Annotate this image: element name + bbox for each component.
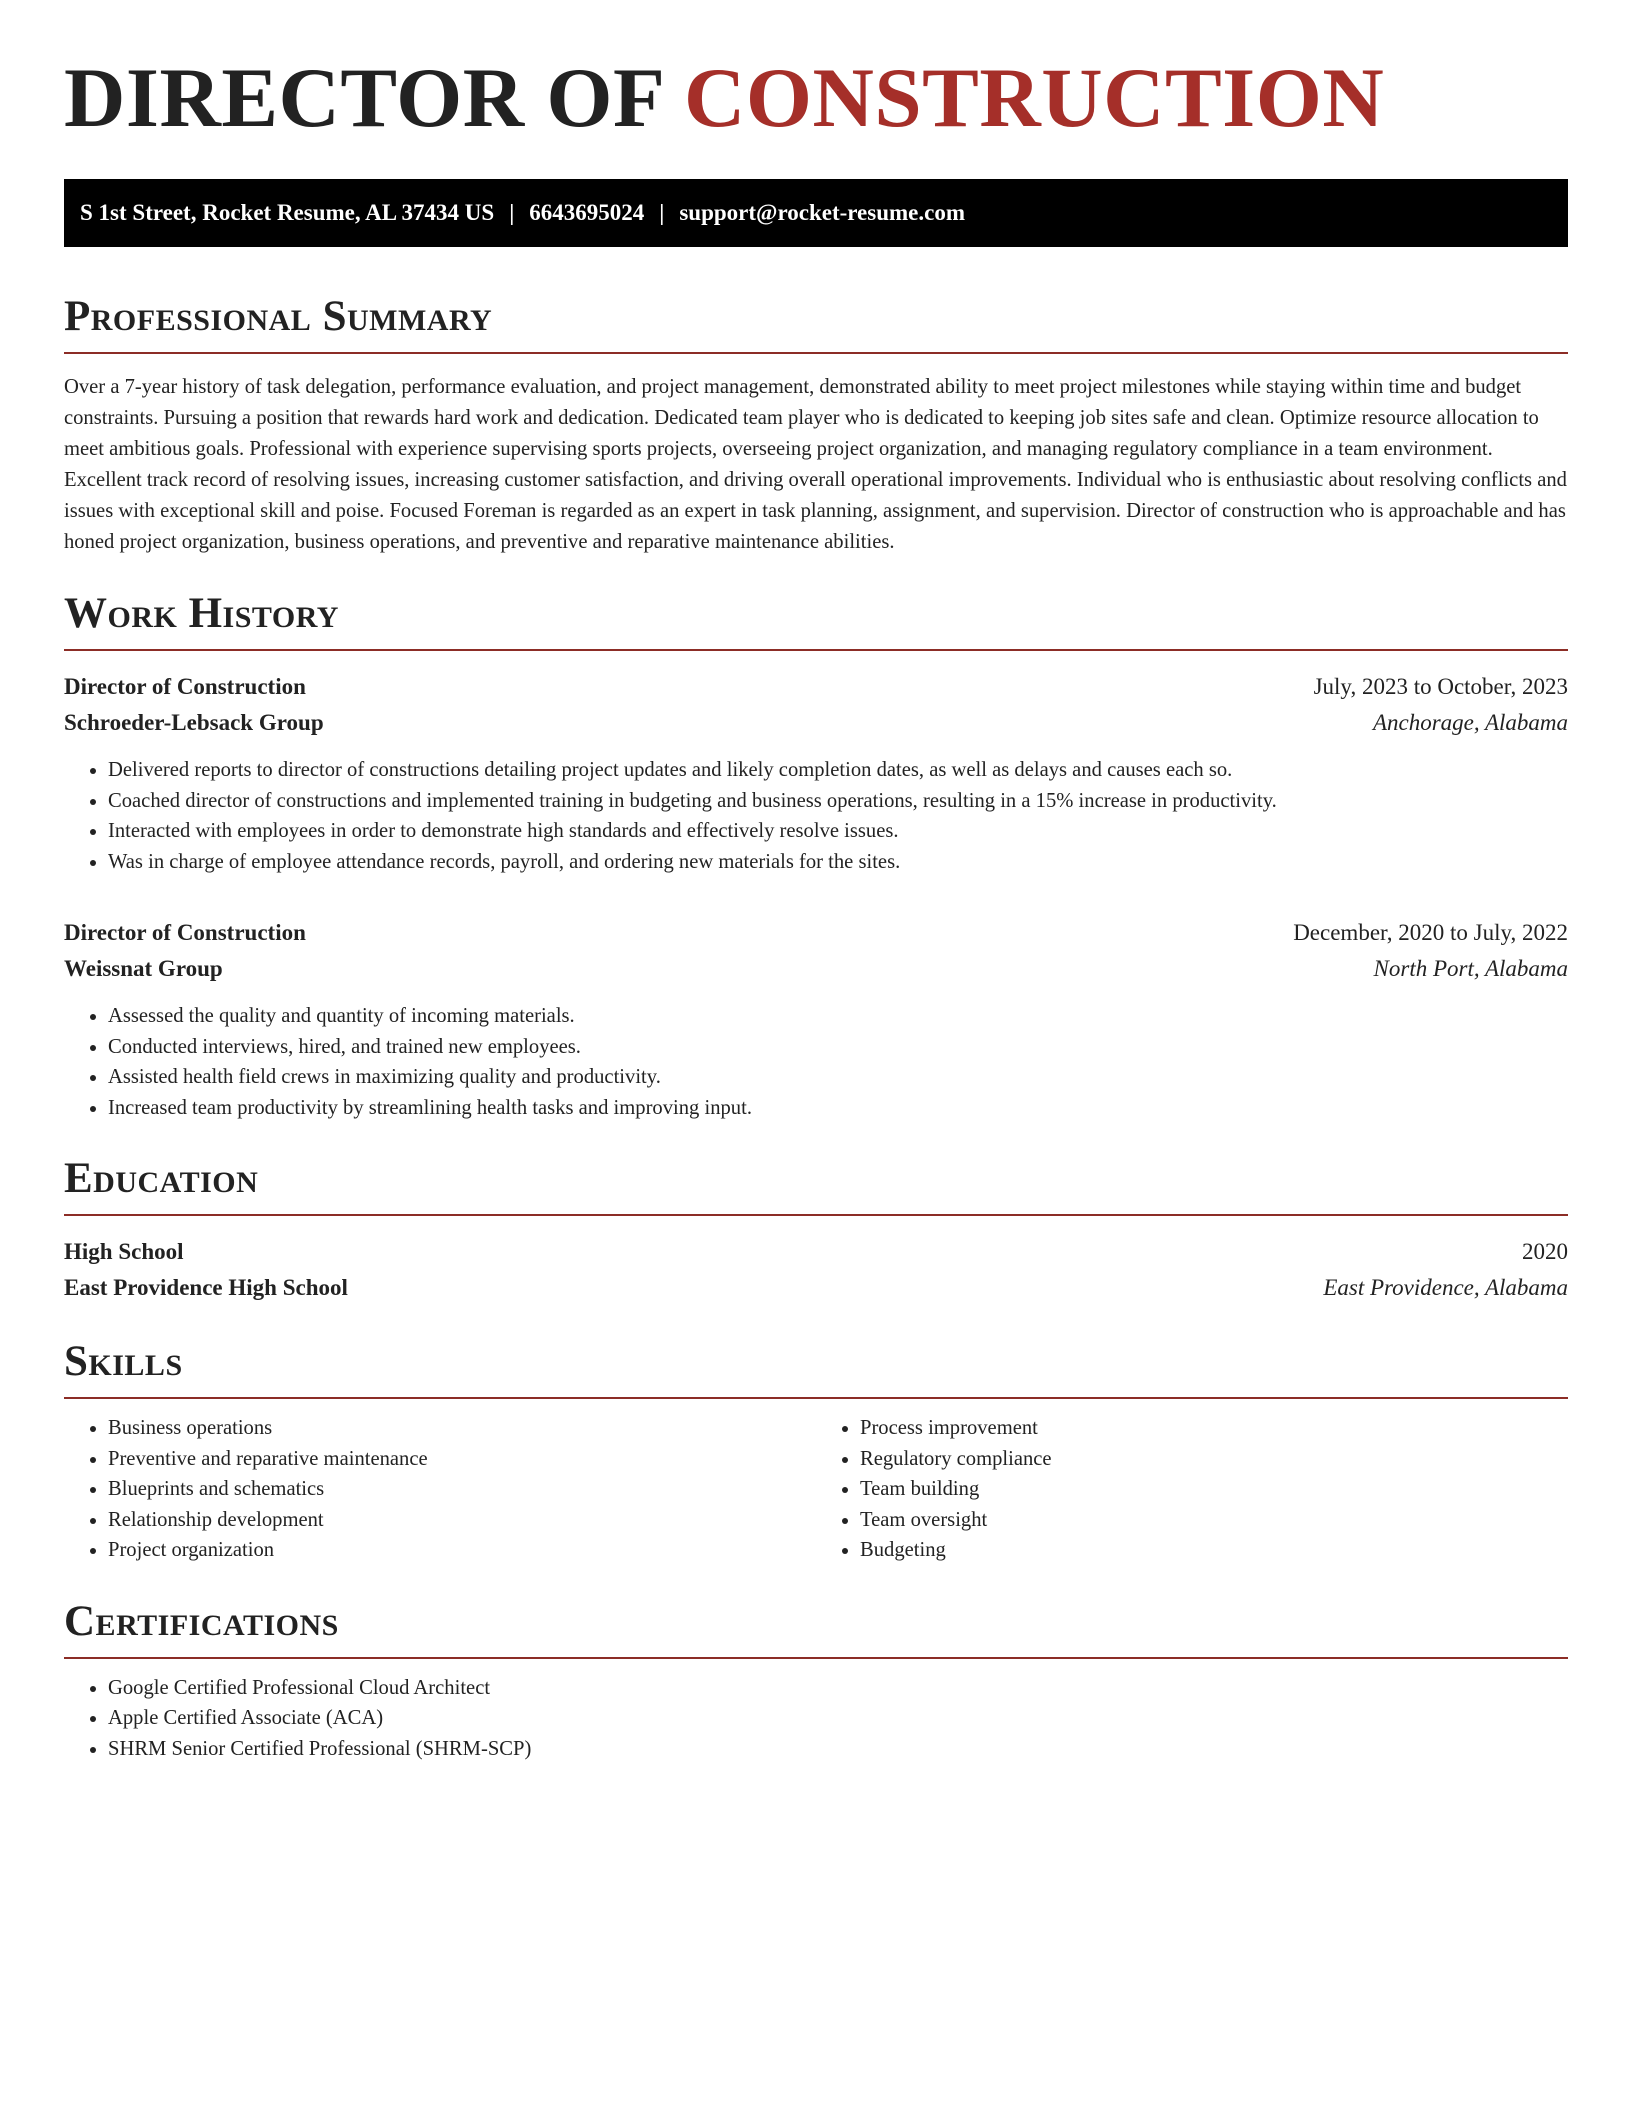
job-title: Director of Construction [64,920,306,945]
certifications-list [64,1673,1568,1765]
title-accent: CONSTRUCTION [683,51,1385,145]
certifications-section [64,1597,1568,1765]
job-bullets [64,755,1568,877]
contact-separator: | [659,200,665,225]
list-item: • Process improvement [860,1413,1568,1444]
list-item: • Was in charge of employee attendance records, payroll, and ordering new materials for the sites. [108,847,1568,878]
contact-email: support@rocket-resume.com [679,200,965,225]
list-item: • Business operations [108,1413,816,1444]
job-subheader [64,951,1568,987]
list-item: • Regulatory compliance [860,1444,1568,1475]
job-location: North Port, Alabama [1373,956,1568,981]
summary-text: Over a 7-year history of task delegation, performance evaluation, and project management, demonstrated ability to meet project milestones while staying within time and budget constraints. Pursuing a position that rewards hard work and dedication. Dedicated team player who is dedicated to keeping job sites safe and clean. Optimize resource allocation to meet ambitious goals. Professional with experience supervising sports projects, overseeing project organization, and managing regulatory compliance in a team environment. Excellent track record of resolving issues, increasing customer satisfaction, and driving overall operational improvements. Individual who is enthusiastic about resolving conflicts and issues with exceptional skill and poise. Focused Foreman is regarded as an expert in task planning, assignment, and supervision. Director of construction who is approachable and has honed project organization, business operations, and preventive and reparative maintenance abilities. [64,376,1567,553]
list-item: • Coached director of constructions and implemented training in budgeting and business operations, resulting in a 15% increase in productivity. [108,786,1568,817]
job-subheader [64,705,1568,741]
title-prefix: DIRECTOR OF [64,51,663,145]
education-header [64,1234,1568,1270]
summary-heading: Professional Summary [64,295,1568,354]
list-item: • Assessed the quality and quantity of incoming materials. [108,1001,1568,1032]
job-title: Director of Construction [64,674,306,699]
work-history-section [64,592,1568,1123]
education-heading: Education [64,1157,1568,1216]
skills-right-list [816,1413,1568,1566]
skills-section [64,1340,1568,1566]
job-dates: December, 2020 to July, 2022 [1293,920,1568,945]
education-year: 2020 [1522,1239,1568,1264]
list-item: • Google Certified Professional Cloud Architect [108,1673,1568,1704]
education-entry [64,1234,1568,1306]
summary-section [64,295,1568,558]
list-item: • Interacted with employees in order to demonstrate high standards and effectively resolve issues. [108,816,1568,847]
list-item: • Conducted interviews, hired, and trained new employees. [108,1032,1568,1063]
skills-left-list [64,1413,816,1566]
contact-address: S 1st Street, Rocket Resume, AL 37434 US [80,200,495,225]
education-school: East Providence High School [64,1275,348,1300]
education-location: East Providence, Alabama [1323,1275,1568,1300]
job-header [64,915,1568,951]
contact-phone: 6643695024 [529,200,645,225]
job-dates: July, 2023 to October, 2023 [1313,674,1568,699]
job-company: Weissnat Group [64,956,223,981]
work-history-heading: Work History [64,592,1568,651]
education-degree: High School [64,1239,184,1264]
job-location: Anchorage, Alabama [1372,710,1568,735]
list-item: • Project organization [108,1535,816,1566]
list-item: • Assisted health field crews in maximizing quality and productivity. [108,1062,1568,1093]
skills-columns [64,1413,1568,1566]
list-item: • Relationship development [108,1505,816,1536]
list-item: • Delivered reports to director of constructions detailing project updates and likely completion dates, as well as delays and causes each so. [108,755,1568,786]
certifications-heading: Certifications [64,1600,1568,1659]
contact-separator: | [509,200,515,225]
resume-title [64,51,1568,145]
contact-bar [64,179,1568,247]
list-item: • SHRM Senior Certified Professional (SHRM-SCP) [108,1734,1568,1765]
education-section [64,1157,1568,1306]
list-item: • Team building [860,1474,1568,1505]
skills-heading: Skills [64,1340,1568,1399]
job-header [64,669,1568,705]
job-company: Schroeder-Lebsack Group [64,710,324,735]
list-item: • Apple Certified Associate (ACA) [108,1703,1568,1734]
job-entry [64,915,1568,1123]
list-item: • Budgeting [860,1535,1568,1566]
education-subheader [64,1270,1568,1306]
job-bullets [64,1001,1568,1123]
list-item: • Blueprints and schematics [108,1474,816,1505]
job-entry [64,669,1568,877]
list-item: • Increased team productivity by streamlining health tasks and improving input. [108,1093,1568,1124]
list-item: • Team oversight [860,1505,1568,1536]
list-item: • Preventive and reparative maintenance [108,1444,816,1475]
